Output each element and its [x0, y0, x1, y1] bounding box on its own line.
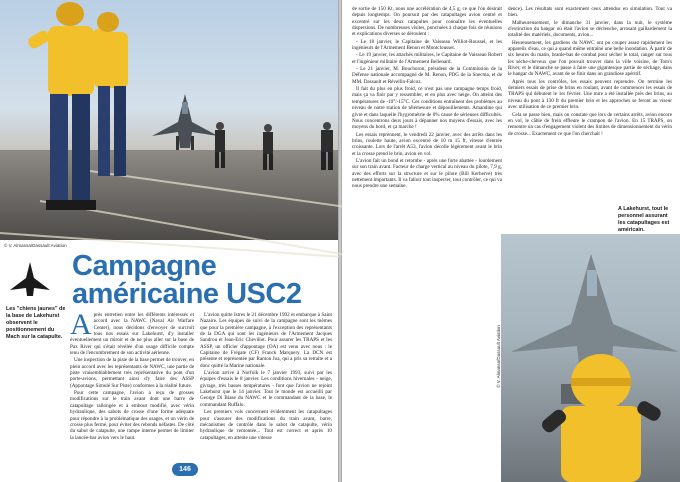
- left-page: [0, 0, 338, 482]
- paragraph: Une inspection de la piste de la base permet de trouver, en plein accord avec les représentants de NAWC, une partie de piste vraisemblablement très représentative du pont d'un porte-avions, permettant ainsi d'y faire des ASSP (Appontage Simulé Sur Piste) conformes à la réalité future.: [70, 357, 194, 389]
- paragraph: près entretien entre les différents intéressés et accord avec la NAWC (Naval Air Warfare Center), nous décidons d'envoyer de surcroît tous nos essais sur Lakehurst, d'y installer éventuellement un miroir et de ne plus aller sur la base de Pax River qui s'était révélée d'un usage difficile compte tenu de l'encombrement de son activité aérienne.: [70, 312, 194, 357]
- title-line: Campagne: [72, 250, 217, 282]
- paragraph: Il fait du plus en plus froid, ce n'est pas une campagne temps froid, mais ça va finir par y ressembler, et en plus avec neige. On atteint des températures de -10°/-15°C. Ces conditions entraînent des problèmes au niveau de notre station de télémesure et dépouillements. Amandine qui givre et dans laquelle l'hygrométrie de 0% cause de sérieuses difficultés. Nous concentrons deux jours à dépanner nos moyens d'essais, avec les moyens du bord, et ça marche !: [352, 86, 502, 131]
- rafale-silhouette-icon: [10, 262, 50, 298]
- text-column-4: [508, 6, 672, 138]
- paragraph: Cela se passe bien, mais on constate que lors de certains arrêts, avion encore en vol, le câble de frein effleure le crampon de l'avion. En 15 TRAPS, on remontre un cas d'engagement violent des limites de dimensionnement du vérin de crosse... Exactement ce que l'on cherchait !: [508, 111, 672, 137]
- carrier-deck-photo: [0, 0, 338, 240]
- paragraph: L'avion fait un bond et retombe - après une forte abattée - lourdement sur son train avant. Facteur de charge vertical au niveau du pilote, 7,9 g, avec des efforts sur la structure et sur le pilote (Bill Kerherve) très nettement importants. Il va falloir tout inspecter, tout contrôler, ce qui va nous prendre une semaine.: [352, 157, 502, 190]
- paragraph: Les premiers vols concernent évidemment les catapultages pour s'assurer des modifications du train avant, barre, mécanismes de contrôle dans le sabot de catapulte, vérin hydraulique de remontée... Tout est correct et après 10 catapultages, en attente une vitesse: [200, 409, 332, 441]
- photo-credit: © V. Almansa/Dassault Aviation: [4, 243, 67, 248]
- text-column-2: [200, 312, 332, 442]
- paragraph: - Le 18 janvier, le Capitaine de Vaisseau Williot-Roussel, et les ingénieurs de l'Armement Benon et Montclousset.: [352, 38, 502, 52]
- paragraph: de sortie de 150 Kt, nous une accélération de 4,5 g, ce que l'on désirait depuis longtemps. On poursuit par des catapultages avion centré et excentré sur les deux catapultes pour connaître les éventuelles dispersions. De nombreuses visites, ponctuées à chaque fois de réunions et explications diverses se déroulent :: [352, 6, 502, 38]
- photo-caption: Les "chiens jaunes" de la base de Lakehurst observent le positionnement du Mach sur la catapulte.: [6, 306, 66, 340]
- paragraph: - Le 21 janvier, M. Bouchoron, président de la Commission de la Défense nationale accompagné de M. Renon, PDG de la Snecma, et de MM. Dassault et Révellin-Falcoz.: [352, 66, 502, 85]
- paragraph: L'avion arrive à Norfolk le 7 janvier 1993, suivi par les équipes d'essais le 8 janvier. Les conditions hivernales - neige, givrage, très basses températures - font que l'avion ne rejoint Lakehurst que le 14 janvier. Tout le monde est accueilli par George Di Biase du NAWC et le commandant de la base, le commandant Ruffalo.: [200, 370, 332, 408]
- deck-crew-figure: [258, 122, 278, 172]
- paragraph: Heureusement, les gardiens du NAWC ont pu couper assez rapidement les appareils d'eau, ce qui a quand même entraîné une belle inondation. À partir de six heures du matin, branle-bas de combat pour sécher le total, ranger sur tous les séche-cheveux que l'on pouvait trouver dans la ville voisine, de Tom's River, et le dimanche se passe à faire une gigantesque partie de séchage, dans le hangar du NAWC, avant de se finir dans un grandiose apéritif.: [508, 39, 672, 78]
- paragraph: Les essais reprennent, le vendredi 22 janvier, avec des arrêts dans les brins, roulette haute, avion excentré de 10 m 15 ft, vitesse d'entrée croissante. Lors de l'arrêt A53, l'avion décolle légèrement avant le brin et la crosse prend le brin, avion en vol.: [352, 131, 502, 157]
- text-column-3: [352, 6, 502, 191]
- paragraph: Malheureusement, le dimanche 31 janvier, dans la nuit, le système d'extinction du hangar où était l'avion se déclenche, arrosant gaillardement la totalité des matériels, documents, avion...: [508, 19, 672, 39]
- paragraph: dence). Les résultats sont exactement ceux attendus en simulation. Tout va bien.: [508, 6, 672, 19]
- right-page: [342, 0, 680, 482]
- drop-cap: A: [70, 308, 92, 341]
- text-column-1: [70, 308, 194, 442]
- paragraph: - Le 19 janvier, les attachés militaires, le Capitaine de Vaisseau Robert et l'ingénieur militaire de l'Armement Bellenard.: [352, 52, 502, 65]
- photo-credit: © V. Almansa/Dassault Aviation: [495, 325, 501, 388]
- deck-crew-figure: [316, 120, 338, 172]
- paragraph: L'avion quitte Istres le 21 décembre 1992 et embarque à Saint Nazaire. Les équipes de suivi de la campagne sont les mêmes que pour la première campagne, à l'exception des représentants de la DGA qui sont les ingénieurs de l'Armement Jacques Sandrou et Jean-Eric Chevillot. Pour assurer les TRAPS et les ASSP, un officier d'appontage (OA) est venu avec nous : le Capitaine de Frégate (CF) Franck Marquery. La DCN est présente et représentée par Ramon Joa, qui a pris sa retraite et a donc quitté la Marine nationale.: [200, 312, 332, 369]
- paragraph: Après tous les contrôles, les essais peuvent reprendre. On termine les derniers essais de prise de brins en roulant, avant de commencer les essais de TRAPS qui débutent le 1er février. Une mire a été installée près des brins, au niveau du pont à 130 ft du premier brin et les approches se feront au viseur avec utilisation de ce premier brin.: [508, 78, 672, 111]
- page-number: 146: [172, 463, 198, 476]
- yellow-shirt-officer-image: [541, 344, 661, 482]
- paragraph: Pour cette campagne, l'avion a reçu de grosses modifications sur le train avant dont une barre de catapultage rallongée et à embout modifié, avec vérin hydraulique, des sabots de crosse d'une forme adéquate pour répondre à la problématique des usages, et un vérin de crosse plus fermé, pour éviter des rebonds néfastes. De côté du sabot de catapulte, une rampe interne permet de limiter la lancée-bar avion vers le haut.: [70, 390, 194, 441]
- deck-crew-figure: [210, 120, 230, 170]
- photo-caption: A Lakehurst, tout le personnel assurant les catapultages est américain.: [618, 206, 670, 233]
- yellow-shirt-crew-image: [8, 0, 148, 232]
- catapult-officer-photo: [495, 234, 680, 482]
- article-title: [72, 252, 301, 308]
- title-line: américaine USC2: [72, 278, 302, 310]
